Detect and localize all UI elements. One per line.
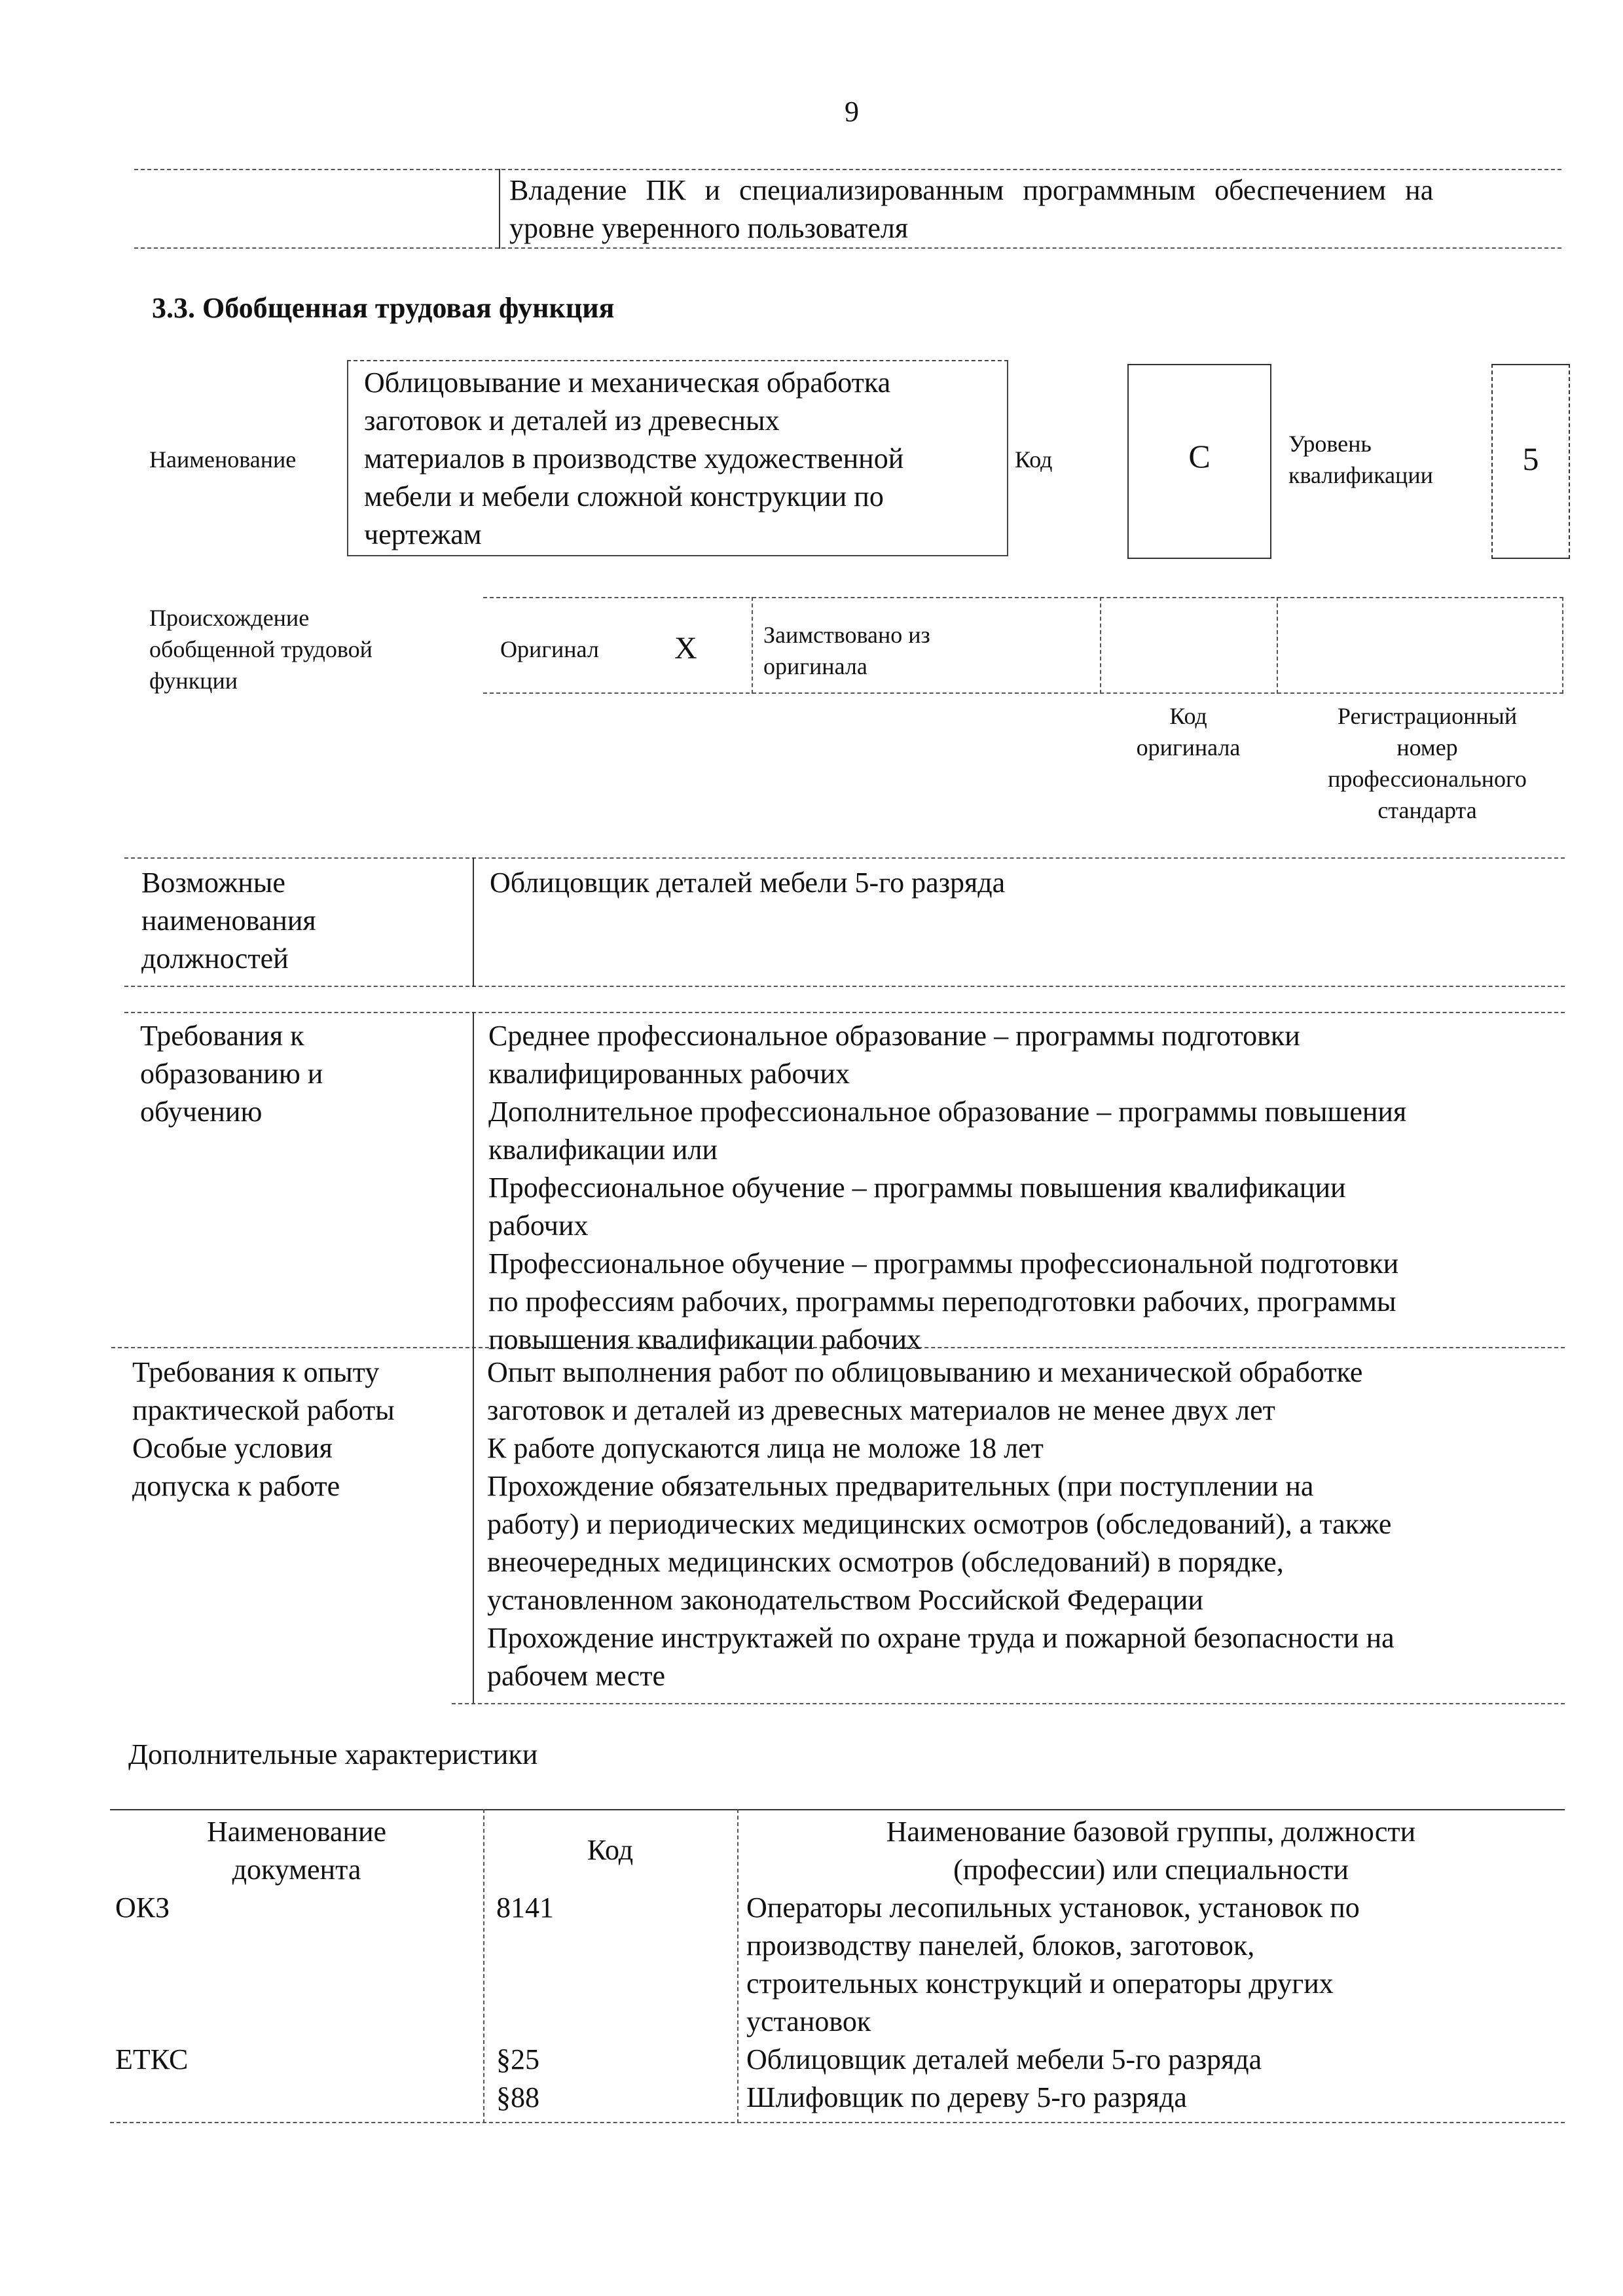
code-label: Код [1015, 446, 1053, 473]
original-label: Оригинал [500, 636, 599, 662]
code-original-caption-line: Код [1169, 703, 1207, 729]
reg-number-caption-line: стандарта [1377, 797, 1477, 823]
code-original-caption-line: оригинала [1136, 734, 1241, 761]
special-line: К работе допускаются лица не моложе 18 лет [487, 1432, 1044, 1464]
reg-number-caption [1283, 700, 1571, 826]
education-line: рабочих [488, 1210, 589, 1242]
original-mark: X [674, 631, 697, 666]
reg-number-caption-line: номер [1396, 734, 1458, 761]
function-name-line: заготовок и деталей из древесных [364, 404, 780, 437]
origin-label [149, 602, 373, 696]
positions-label-line: Возможные [141, 867, 285, 899]
level-value: 5 [1522, 440, 1539, 477]
table-row-doc: ЕТКС [115, 2043, 189, 2075]
origin-label-line: Происхождение [149, 605, 310, 631]
table-row-name-line: Облицовщик деталей мебели 5-го разряда [746, 2043, 1262, 2075]
positions-label [141, 864, 316, 978]
add-header-name-line: (профессии) или специальности [953, 1854, 1349, 1886]
origin-divider-2 [1100, 597, 1101, 694]
education-line: квалификации или [488, 1134, 718, 1166]
code-original-caption [1100, 700, 1277, 763]
level-label [1288, 428, 1433, 491]
top-row-line: уровне уверенного пользователя [509, 212, 909, 244]
table-row-name-line: производству панелей, блоков, заготовок, [746, 1929, 1255, 1962]
add-header-doc-line: документа [232, 1854, 361, 1886]
experience-label-line: практической работы [132, 1394, 395, 1426]
table-row-name [746, 1889, 1360, 2041]
table-row-code: 8141 [496, 1892, 554, 1924]
section-title: 3.3. Обобщенная трудовая функция [152, 292, 615, 324]
special-line: установленном законодательством Российской Федерации [487, 1584, 1203, 1616]
experience-text [487, 1354, 1362, 1429]
function-name-line: чертежам [364, 518, 482, 550]
education-line: Профессиональное обучение – программы профессиональной подготовки [488, 1247, 1399, 1280]
add-header-doc [110, 1813, 483, 1889]
function-name-line: Облицовывание и механическая обработка [364, 367, 891, 399]
origin-label-line: функции [149, 668, 238, 694]
education-line: Профессиональное обучение – программы повышения квалификации [488, 1172, 1346, 1204]
level-label-line: Уровень [1288, 431, 1372, 457]
reg-number-caption-line: профессионального [1328, 766, 1527, 792]
function-name-line: материалов в производстве художественной [364, 442, 904, 475]
special-line: рабочем месте [487, 1660, 666, 1692]
req-top-border [124, 1012, 1565, 1013]
add-header-name [737, 1813, 1565, 1889]
table-row-name-line: Операторы лесопильных установок, установок по [746, 1892, 1360, 1924]
special-label [132, 1429, 340, 1505]
top-row-text [509, 171, 1557, 247]
reg-number-caption-line: Регистрационный [1337, 703, 1518, 729]
experience-label-line: Требования к опыту [132, 1356, 380, 1388]
table-row-name-line: Шлифовщик по дереву 5-го разряда [746, 2081, 1187, 2113]
special-line: Прохождение инструктажей по охране труда и пожарной безопасности на [487, 1622, 1395, 1654]
add-header-code: Код [587, 1834, 634, 1866]
special-line: внеочередных медицинских осмотров (обследований) в порядке, [487, 1546, 1284, 1578]
special-label-line: допуска к работе [132, 1470, 340, 1502]
origin-divider-1 [752, 597, 753, 694]
positions-value: Облицовщик деталей мебели 5-го разряда [490, 867, 1006, 899]
special-text [487, 1429, 1395, 1695]
add-header-name-line: Наименование базовой группы, должности [886, 1816, 1416, 1848]
table-row-name-line: установок [746, 2005, 871, 2037]
origin-divider-3 [1277, 597, 1278, 694]
function-name-line: мебели и мебели сложной конструкции по [364, 480, 884, 512]
top-row-line: Владение ПК и специализированным программным обеспечением на [509, 174, 1434, 206]
education-label-line: обучению [140, 1096, 263, 1128]
add-table-top [110, 1809, 1565, 1810]
positions-label-line: наименования [141, 905, 316, 937]
page-number: 9 [845, 96, 859, 128]
name-label: Наименование [149, 446, 297, 473]
education-label [140, 1017, 323, 1131]
education-text [488, 1017, 1406, 1359]
experience-line: заготовок и деталей из древесных материалов не менее двух лет [487, 1394, 1275, 1426]
education-line: Среднее профессиональное образование – программы подготовки [488, 1020, 1300, 1052]
top-row-divider [499, 169, 500, 249]
education-label-line: Требования к [140, 1020, 304, 1052]
code-value: С [1188, 438, 1211, 475]
add-table-bottom [110, 2122, 1565, 2123]
borrowed-label-line: Заимствовано из [763, 622, 930, 648]
table-row-doc: ОКЗ [115, 1892, 170, 1924]
table-row-name-line: строительных конструкций и операторы других [746, 1967, 1334, 2000]
table-row-code: §25 [496, 2043, 539, 2075]
function-name [364, 364, 903, 554]
experience-line: Опыт выполнения работ по облицовыванию и механической обработке [487, 1356, 1363, 1388]
add-header-doc-line: Наименование [206, 1816, 387, 1848]
origin-divider-4 [1562, 597, 1563, 694]
origin-label-line: обобщенной трудовой [149, 636, 373, 662]
education-line: повышения квалификации рабочих [488, 1323, 922, 1355]
positions-divider [473, 857, 474, 987]
req-bottom-border [452, 1703, 1565, 1704]
origin-frame [483, 597, 1563, 694]
positions-label-line: должностей [141, 942, 289, 975]
table-row-code: §88 [496, 2081, 539, 2113]
borrowed-label [763, 619, 930, 682]
borrowed-label-line: оригинала [763, 653, 867, 679]
special-line: Прохождение обязательных предварительных (при поступлении на [487, 1470, 1314, 1502]
level-label-line: квалификации [1288, 462, 1433, 488]
education-label-line: образованию и [140, 1058, 323, 1090]
experience-label [132, 1354, 395, 1429]
special-line: работу) и периодических медицинских осмотров (обследований), а также [487, 1508, 1392, 1540]
req-divider [473, 1012, 474, 1703]
education-line: по профессиям рабочих, программы переподготовки рабочих, программы [488, 1285, 1396, 1318]
education-line: Дополнительное профессиональное образование – программы повышения [488, 1096, 1407, 1128]
additional-title: Дополнительные характеристики [128, 1738, 538, 1770]
special-label-line: Особые условия [132, 1432, 333, 1464]
education-line: квалифицированных рабочих [488, 1058, 850, 1090]
